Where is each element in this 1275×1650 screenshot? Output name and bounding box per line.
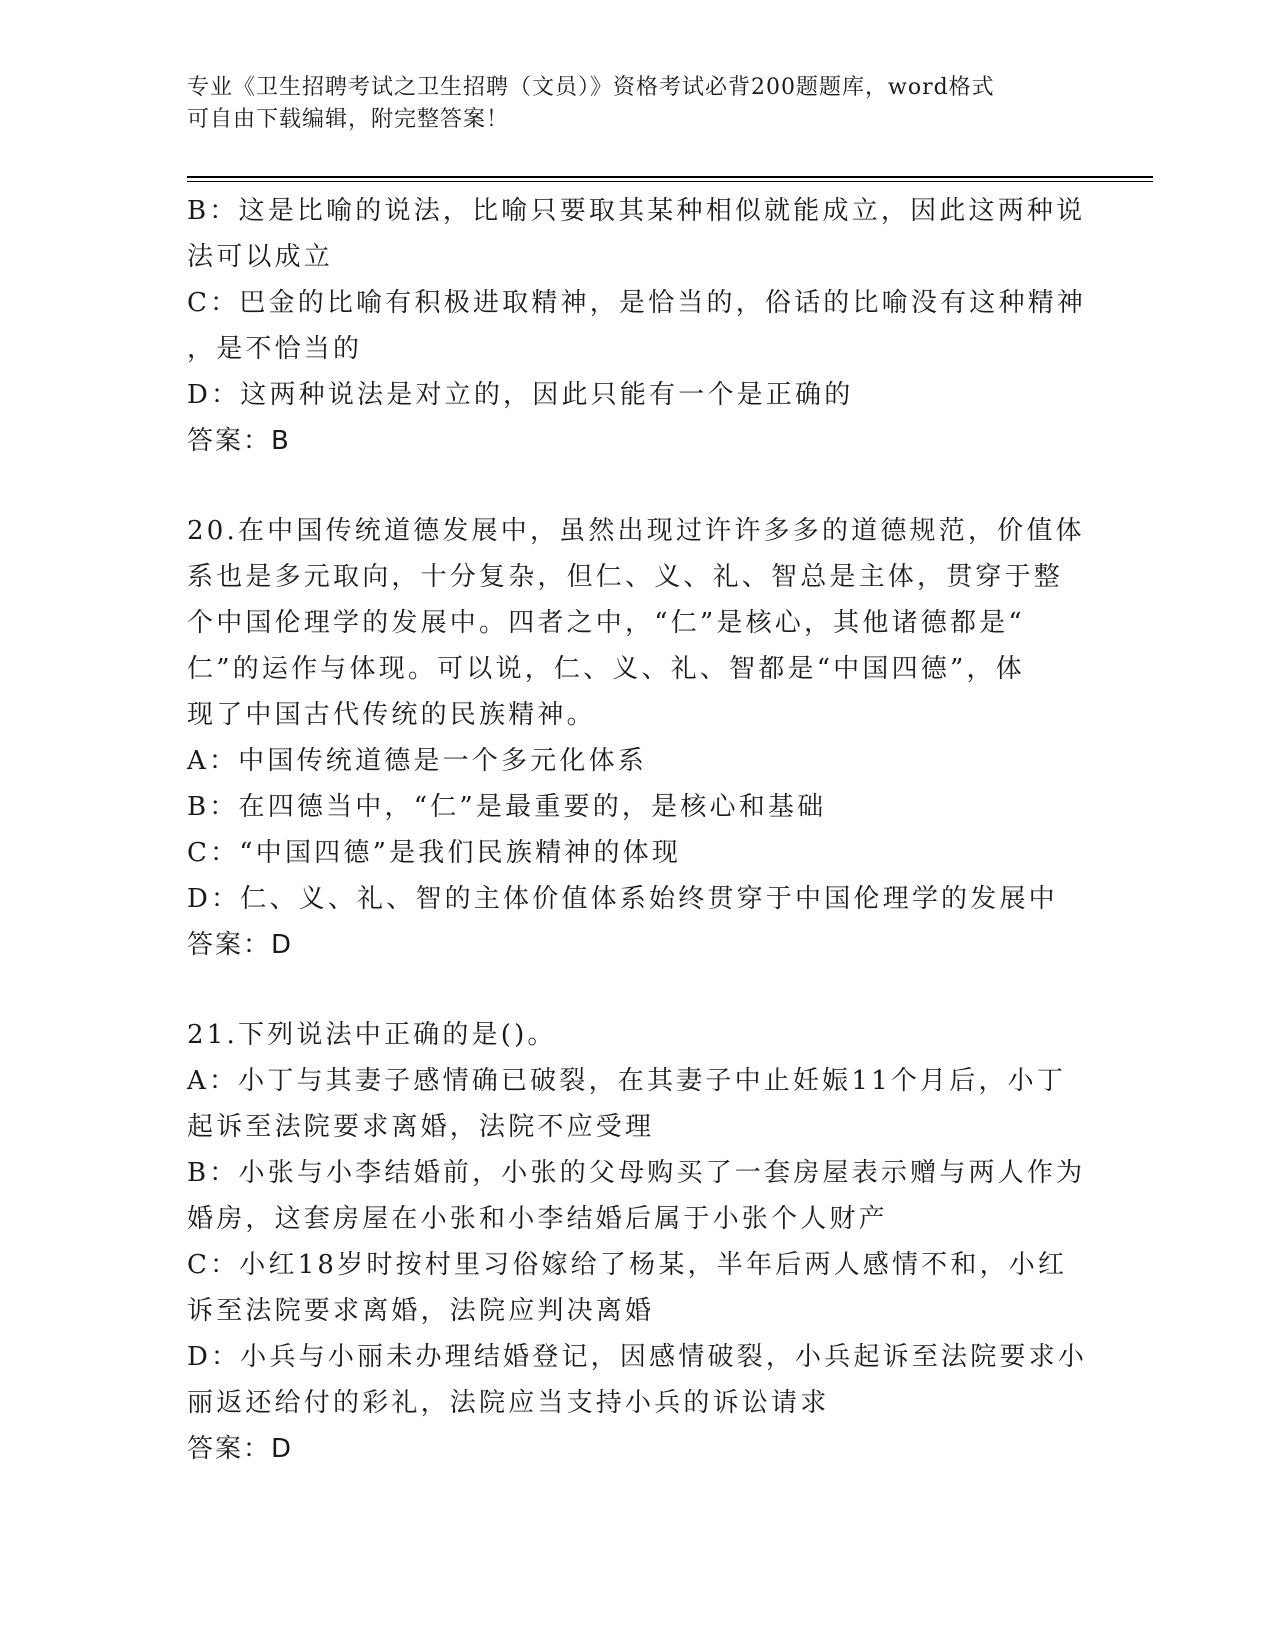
spacer — [187, 968, 1087, 1012]
header-divider-thick — [187, 176, 1153, 178]
option-c — [187, 280, 1087, 372]
stem-line: 个中国伦理学的发展中。四者之中，“仁”是核心，其他诸德都是“ — [187, 608, 1025, 638]
header-title-line-2: 可自由下载编辑，附完整答案！ — [187, 107, 510, 132]
option-line: D：小兵与小丽未办理结婚登记，因感情破裂，小兵起诉至法院要求小 — [187, 1342, 1088, 1372]
answer-label: 答案：D — [187, 1434, 294, 1464]
spacer — [187, 464, 1087, 508]
option-d — [187, 372, 1087, 418]
header-divider-thin — [187, 181, 1153, 182]
question-stem — [187, 508, 1087, 738]
option-c — [187, 1242, 1087, 1334]
question-20 — [187, 508, 1087, 968]
option-line: 法可以成立 — [187, 242, 334, 272]
option-line: B：小张与小李结婚前，小张的父母购买了一套房屋表示赠与两人作为 — [187, 1158, 1086, 1188]
option-b: B：在四德当中，“仁”是最重要的，是核心和基础 — [187, 792, 827, 822]
option-line: C：巴金的比喻有积极进取精神，是恰当的，俗话的比喻没有这种精神 — [187, 288, 1087, 318]
option-line: C：小红18岁时按村里习俗嫁给了杨某，半年后两人感情不和，小红 — [187, 1250, 1068, 1280]
option-line: 婚房，这套房屋在小张和小李结婚后属于小张个人财产 — [187, 1204, 888, 1234]
stem-line: 系也是多元取向，十分复杂，但仁、义、礼、智总是主体，贯穿于整 — [187, 562, 1064, 592]
option-line: B：这是比喻的说法，比喻只要取其某种相似就能成立，因此这两种说 — [187, 196, 1086, 226]
page-header — [187, 72, 1087, 136]
question-stem: 21.下列说法中正确的是()。 — [187, 1020, 557, 1050]
answer-label: 答案：B — [187, 426, 291, 456]
stem-line: 20.在中国传统道德发展中，虽然出现过许许多多的道德规范，价值体 — [187, 516, 1085, 546]
option-c: C：“中国四德”是我们民族精神的体现 — [187, 838, 682, 868]
option-line: 起诉至法院要求离婚，法院不应受理 — [187, 1112, 655, 1142]
option-line: A：小丁与其妻子感情确已破裂，在其妻子中止妊娠11个月后，小丁 — [187, 1066, 1067, 1096]
option-line: 丽返还给付的彩礼，法院应当支持小兵的诉讼请求 — [187, 1388, 830, 1418]
option-a — [187, 1058, 1087, 1150]
option-d — [187, 1334, 1087, 1426]
stem-line: 现了中国古代传统的民族精神。 — [187, 700, 596, 730]
option-a: A：中国传统道德是一个多元化体系 — [187, 746, 647, 776]
header-title-line-1: 专业《卫生招聘考试之卫生招聘（文员）》资格考试必背200题题库，word格式 — [187, 75, 995, 100]
option-d: D：仁、义、礼、智的主体价值体系始终贯穿于中国伦理学的发展中 — [187, 884, 1058, 914]
answer-label: 答案：D — [187, 930, 294, 960]
stem-line: 仁”的运作与体现。可以说，仁、义、礼、智都是“中国四德”，体 — [187, 654, 1025, 684]
option-b — [187, 1150, 1087, 1242]
option-line: ，是不恰当的 — [187, 334, 363, 364]
option-line: D：这两种说法是对立的，因此只能有一个是正确的 — [187, 380, 854, 410]
question-19 — [187, 188, 1087, 464]
option-line: 诉至法院要求离婚，法院应判决离婚 — [187, 1296, 655, 1326]
question-21 — [187, 1012, 1087, 1472]
option-b — [187, 188, 1087, 280]
question-content — [187, 188, 1087, 1472]
